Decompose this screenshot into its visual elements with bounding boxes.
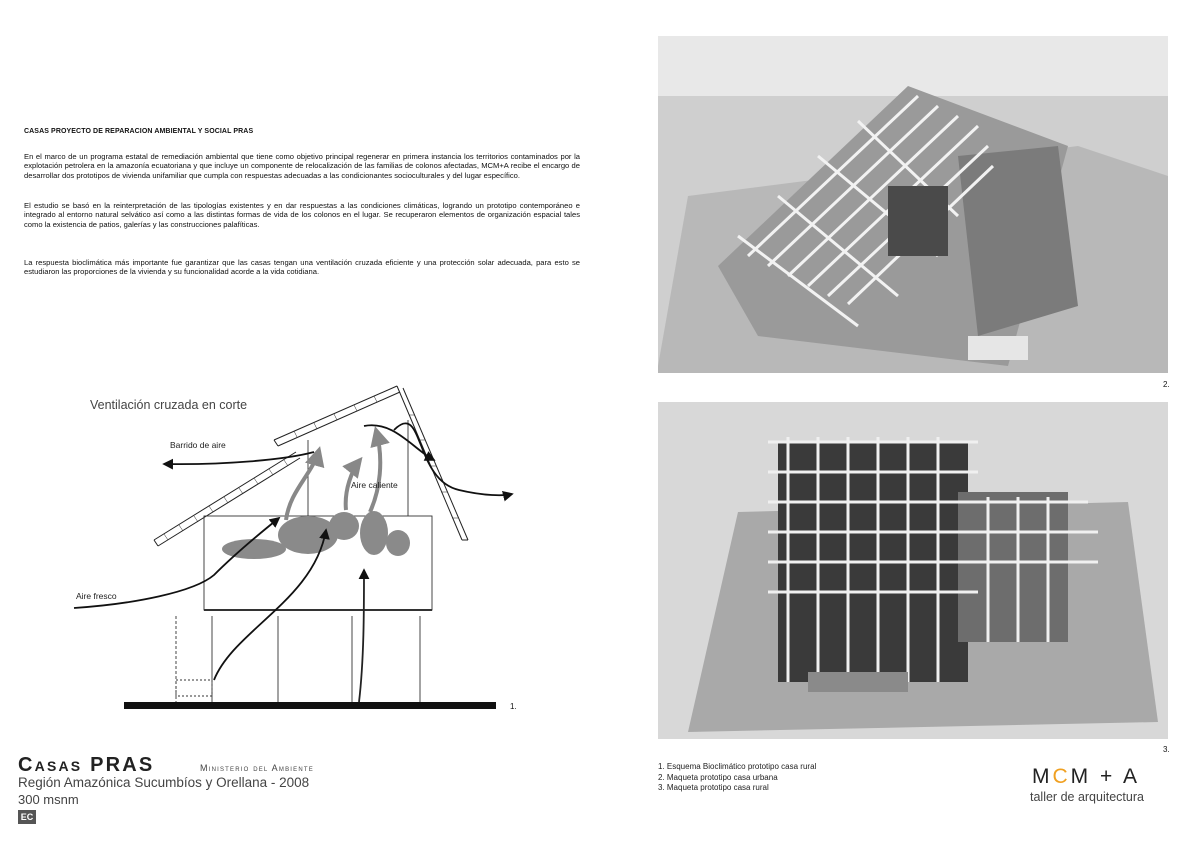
firm-logo [1032,765,1140,789]
caption-1: 1. Esquema Bioclimático prototipo casa rural [658,762,817,771]
air-flow-arrows [74,423,512,702]
caption-3: 3. Maqueta prototipo casa rural [658,783,769,792]
figure-2-number: 2. [1163,380,1170,389]
diagram-title: Ventilación cruzada en corte [90,398,248,412]
ministry-label: Ministerio del Ambiente [200,763,314,773]
hot-air-arrows [286,430,380,520]
label-aire-caliente: Aire caliente [351,480,398,490]
label-barrido-de-aire: Barrido de aire [170,440,226,450]
region-label: Región Amazónica Sucumbíos y Orellana - 2008 [18,775,310,790]
logo-accent-letter: C [1052,765,1071,788]
paragraph-study: El estudio se basó en la reinterpretación de las tipologías existentes y en dar respuestas a las condiciones climáticas, logrando un prototipo contemporáneo e integrado al entorno natural selvático así como a las distintas formas de vida de los colonos en el lugar. Se recuperaron elementos de organización espacial tales como la existencia de patios, galerías y las construcciones palafíticas. [24,201,580,229]
figure-1-number: 1. [510,702,517,711]
ground-line [124,702,496,709]
label-aire-fresco: Aire fresco [76,591,117,601]
figure-3-number: 3. [1163,745,1170,754]
country-badge: EC [18,810,36,824]
hot-air-zones [222,511,410,559]
altitude-label: 300 msnm [18,792,79,807]
paragraph-bioclimatic: La respuesta bioclimática más importante fue garantizar que las casas tengan una ventilación cruzada eficiente y una protección solar adecuada, para esto se estudiaron las proporciones de la vivienda y su funcionalidad acorde a la vida cotidiana. [24,258,580,277]
model-photo-urban [658,36,1168,373]
figure-captions [658,762,816,794]
firm-subtitle: taller de arquitectura [1030,790,1144,804]
logo-part-1: M [1032,765,1053,788]
section-heading: CASAS PROYECTO DE REPARACION AMBIENTAL Y SOCIAL PRAS [24,128,254,135]
model-photo-rural [658,402,1168,739]
paragraph-intro: En el marco de un programa estatal de remediación ambiental que tiene como objetivo principal regenerar en primera instancia los territorios contaminados por la explotación petrolera en la amazonía ecuatoriana y que incluye un componente de relocalización de las familias de colonos afectadas, MCM+A recibe el encargo de desarrollar dos prototipos de vivienda unifamiliar que cumpla con respuestas adecuadas a las condicionantes socioculturales y del lugar específico. [24,152,580,180]
project-title: Casas PRAS [18,754,155,776]
logo-part-2: M + A [1070,765,1140,788]
caption-2: 2. Maqueta prototipo casa urbana [658,772,778,782]
ventilation-section-diagram [64,380,524,716]
house-frame [176,420,432,702]
